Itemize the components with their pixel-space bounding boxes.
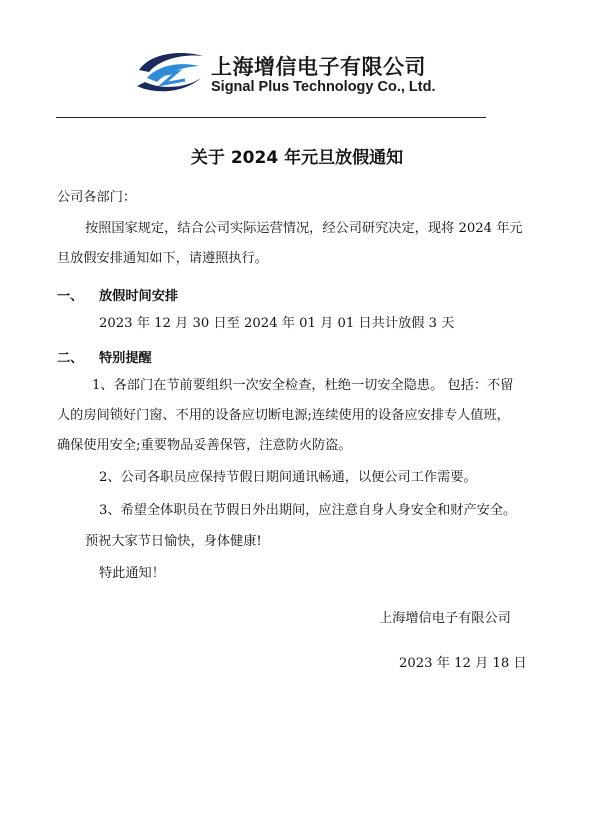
section-2-number: 二、 [57,351,84,366]
reminder-3: 3、希望全体职员在节假日外出期间，应注意自身人身安全和财产安全。 [99,503,517,518]
section-2-heading: 特别提醒 [99,351,152,366]
company-name-en: Signal Plus Technology Co., Ltd. [211,79,436,95]
reminder-1-line-1: 1、各部门在节前要组织一次安全检查，杜绝一切安全隐患。 包括：不留 [92,378,514,393]
company-name-cn: 上海增信电子有限公司 [211,55,426,79]
reminder-2: 2、公司各职员应保持节假日期间通讯畅通，以便公司工作需要。 [99,470,477,485]
closing-notice: 特此通知！ [99,566,165,581]
letterhead [133,48,463,100]
section-1-heading: 放假时间安排 [99,289,179,304]
signature-date: 2023 年 12 月 18 日 [399,656,527,671]
closing-wish: 预祝大家节日愉快，身体健康! [85,534,262,549]
salutation: 公司各部门： [57,190,137,205]
reminder-1-line-2: 人的房间锁好门窗、不用的设备应切断电源;连续使用的设备应安排专人值班， [57,408,510,423]
reminder-1-line-3: 确保使用安全;重要物品妥善保管，注意防火防盗。 [57,438,352,453]
signature-company: 上海增信电子有限公司 [379,611,511,626]
header-divider [56,117,486,118]
section-1-number: 一、 [57,289,84,304]
intro-line-2: 旦放假安排通知如下，请遵照执行。 [57,251,268,266]
intro-line-1: 按照国家规定，结合公司实际运营情况，经公司研究决定，现将 2024 年元 [85,221,523,236]
company-logo-icon [133,48,207,98]
notice-title: 关于 2024 年元旦放假通知 [190,148,404,168]
holiday-dates: 2023 年 12 月 30 日至 2024 年 01 月 01 日共计放假 3 天 [99,316,455,331]
